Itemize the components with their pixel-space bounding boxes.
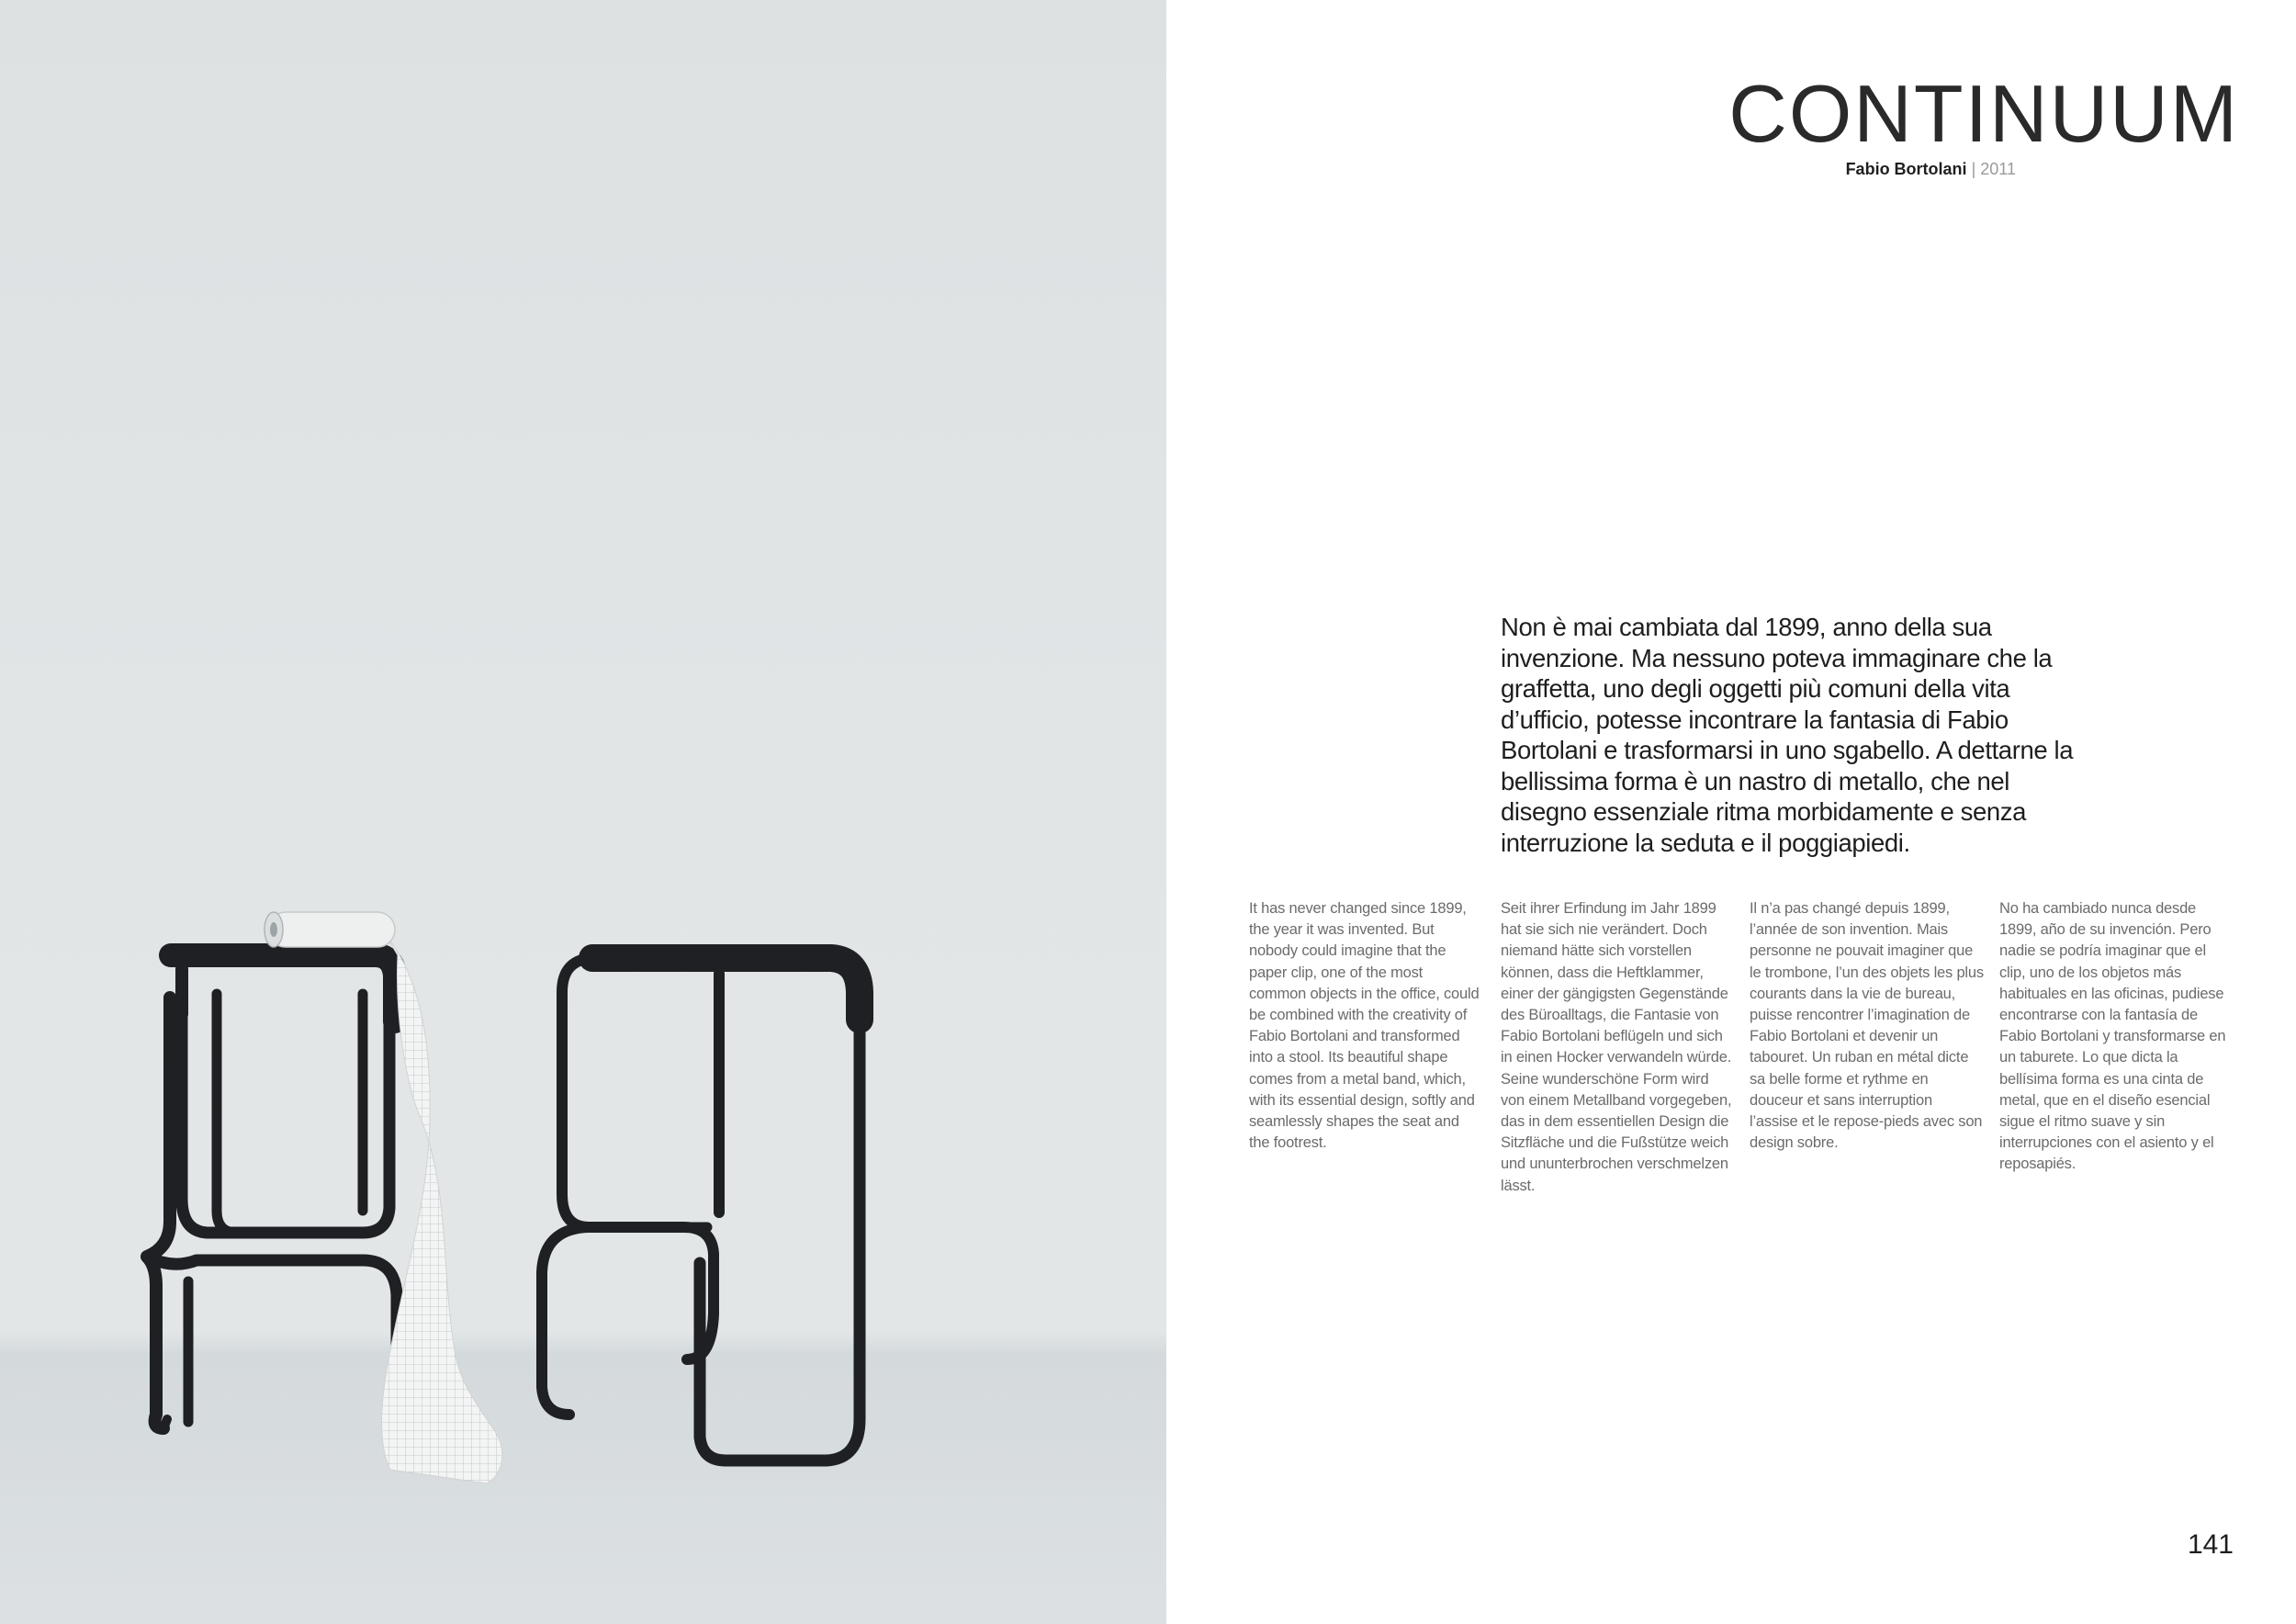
product-title: CONTINUUM: [1728, 68, 2239, 159]
designer-byline: [1846, 160, 2016, 179]
text-column-german: Seit ihrer Erfindung im Jahr 1899 hat sie sich nie verändert. Doch niemand hätte sich vorstellen können, dass die Heftklammer, einer der gängigsten Gegenstände des Büroalltags, die Fantasie von Fabio Bortolani beflügeln und sich in einen Hocker verwandeln würde. Seine wunderschöne Form wird von einem Metallband vorgegeben, das in dem essentiellen Design die Sitzfläche und die Fußstütze weich und ununterbrochen verschmelzen lässt.: [1501, 900, 1732, 1194]
text-column-spanish: No ha cambiado nunca desde 1899, año de su invención. Pero nadie se podría imaginar que el clip, uno de los objetos más habituales en las oficinas, pudiese encontrarse con la fantasía de Fabio Bortolani y transformarse en un taburete. Lo que dicta la bellísima forma es una cinta de metal, que en el diseño esencial sigue el ritmo suave y sin interrupciones con el asiento y el reposapiés.: [1999, 900, 2226, 1173]
byline-separator: |: [1971, 160, 1976, 178]
design-year: 2011: [1980, 160, 2016, 178]
designer-name: Fabio Bortolani: [1845, 160, 1967, 178]
text-column-french: Il n’a pas changé depuis 1899, l’année de son invention. Mais personne ne pouvait imaginer que le trombone, l’un des objets les plus courants dans la vie de bureau, puisse rencontrer l’imagination de Fabio Bortolani et devenir un tabouret. Un ruban en métal dicte sa belle forme et rythme en douceur et sans interruption l’assise et le repose-pieds avec son design sobre.: [1750, 900, 1984, 1152]
page-number: 141: [2187, 1529, 2234, 1560]
text-column-english: It has never changed since 1899, the year it was invented. But nobody could imagine that the paper clip, one of the most common objects in the office, could be combined with the creativity of Fabio Bortolani and transformed into a stool. Its beautiful shape comes from a metal band, which, with its essential design, softly and seamlessly shapes the seat and the footrest.: [1249, 900, 1480, 1152]
lead-paragraph-italian: Non è mai cambiata dal 1899, anno della sua invenzione. Ma nessuno poteva immaginare che la graffetta, uno degli oggetti più comuni della vita d’ufficio, potesse incontrare la fantasia di Fabio Bortolani e trasformarsi in uno sgabello. A dettarne la bellissima forma è un nastro di metallo, che nel disegno essenziale ritma morbidamente e senza interruzione la seduta e il poggiapiedi.: [1501, 613, 2074, 857]
